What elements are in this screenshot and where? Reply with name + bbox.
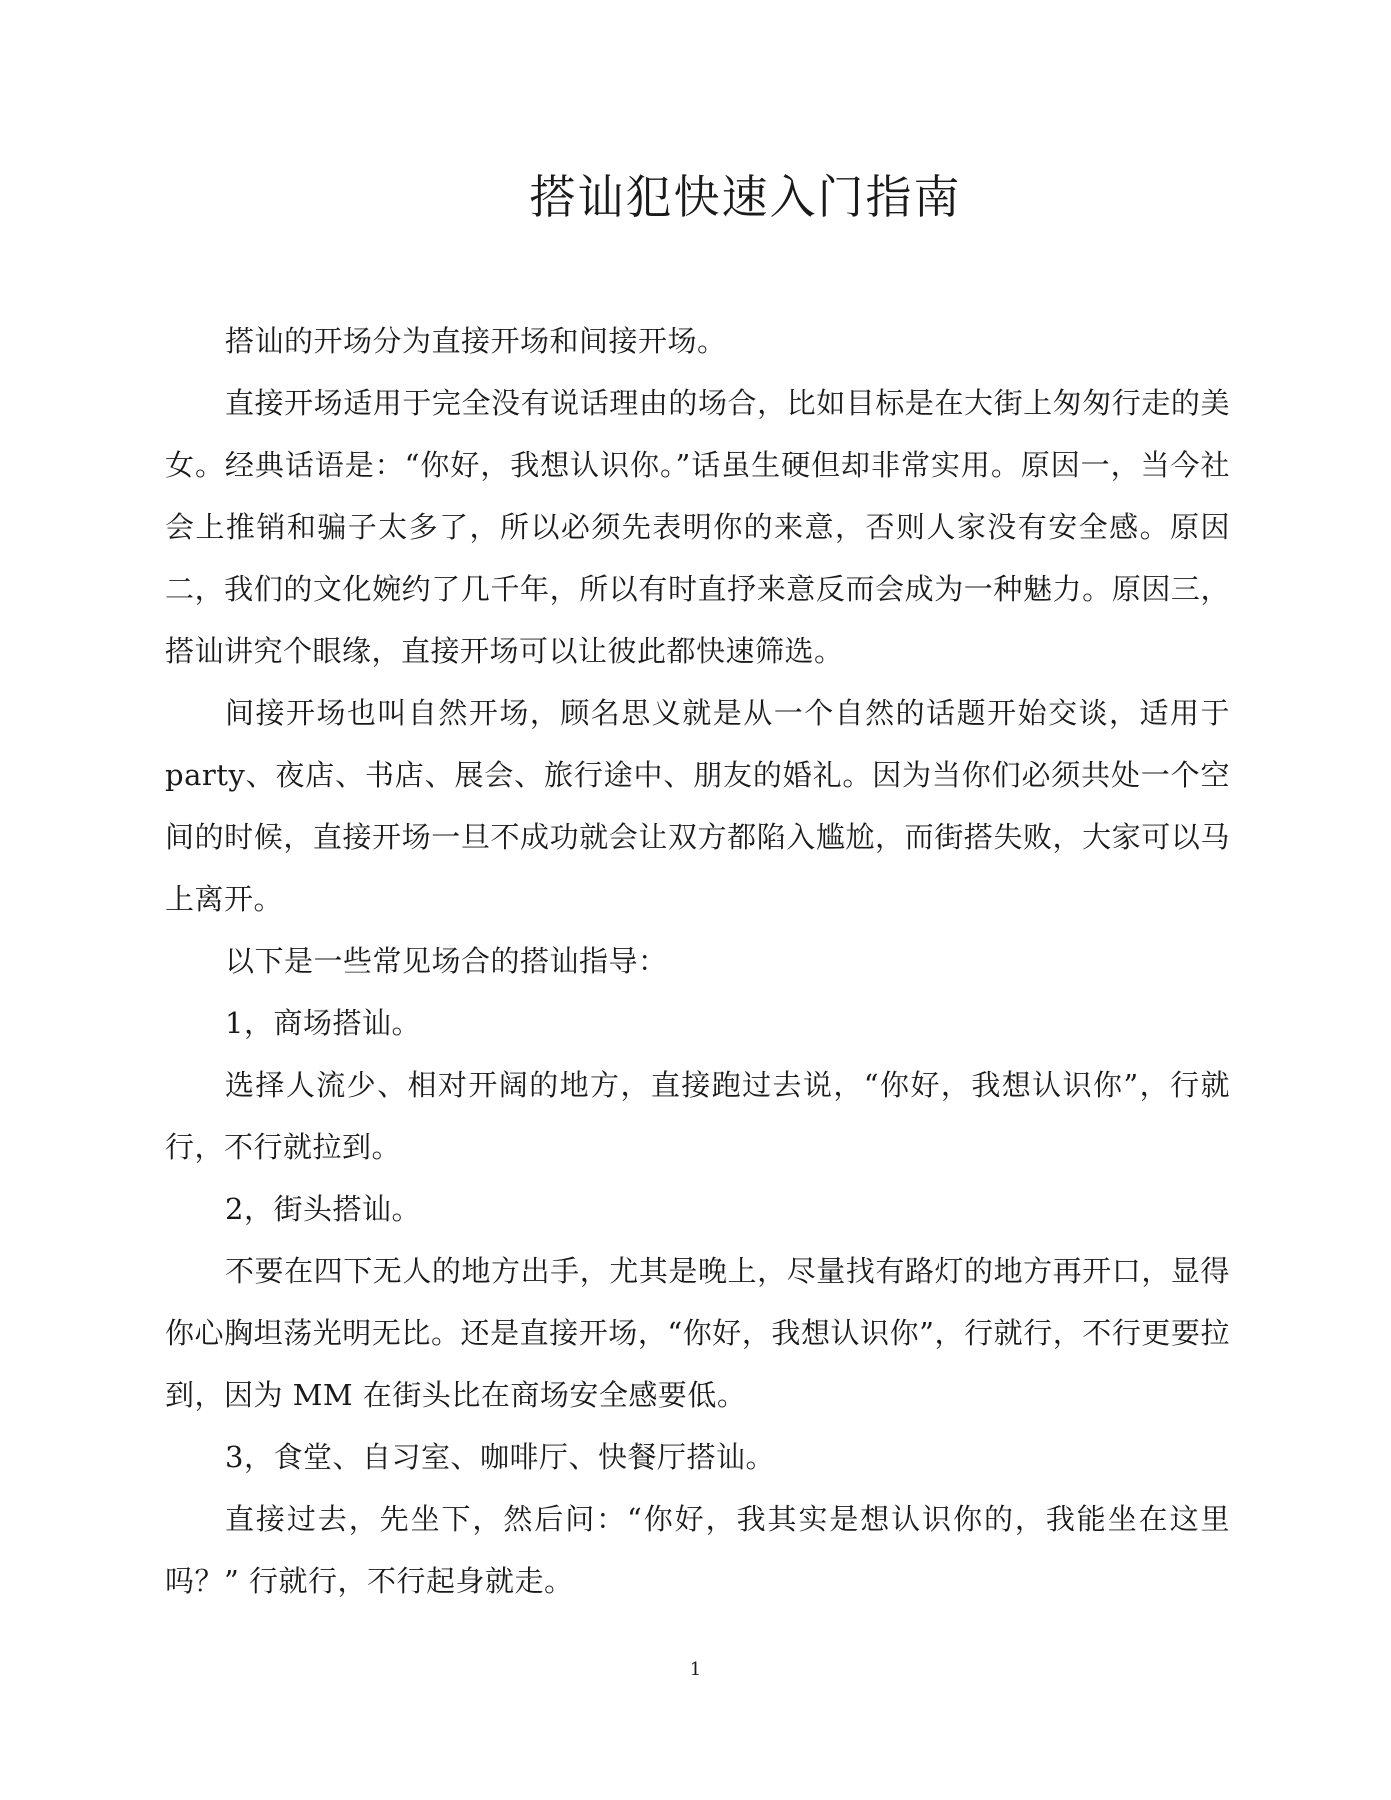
- heading-street: 2，街头搭讪。: [225, 1192, 421, 1226]
- paragraph-indirect-opening: 间接开场也叫自然开场，顾名思义就是从一个自然的话题开始交谈，适用于 party、夜店、书店、展会、旅行途中、朋友的婚礼。因为当你们必须共处一个空间的时候，直接开场一旦不成功就会让双方都陷入尴尬，而街搭失败，大家可以马上离开。: [165, 696, 1230, 916]
- heading-cafeteria: 3，食堂、自习室、咖啡厅、快餐厅搭讪。: [225, 1440, 775, 1474]
- paragraph-cafeteria: 直接过去，先坐下，然后问：“你好，我其实是想认识你的，我能坐在这里吗？” 行就行，不行起身就走。: [165, 1502, 1230, 1598]
- paragraph-direct-opening: 直接开场适用于完全没有说话理由的场合，比如目标是在大街上匆匆行走的美女。经典话语是：“你好，我想认识你。”话虽生硬但却非常实用。原因一，当今社会上推销和骗子太多了，所以必须先表明你的来意，否则人家没有安全感。原因二，我们的文化婉约了几千年，所以有时直抒来意反而会成为一种魅力。原因三，搭讪讲究个眼缘，直接开场可以让彼此都快速筛选。: [165, 386, 1230, 668]
- paragraph-intro: 搭讪的开场分为直接开场和间接开场。: [225, 324, 727, 358]
- paragraph-street: 不要在四下无人的地方出手，尤其是晚上，尽量找有路灯的地方再开口，显得你心胸坦荡光明无比。还是直接开场，“你好，我想认识你”，行就行，不行更要拉到，因为 MM 在街头比在商场安全感要低。: [165, 1254, 1230, 1412]
- paragraph-mall: 选择人流少、相对开阔的地方，直接跑过去说，“你好，我想认识你”，行就行，不行就拉到。: [165, 1068, 1230, 1164]
- page-number: 1: [689, 1659, 702, 1680]
- document-title: 搭讪犯快速入门指南: [529, 170, 962, 224]
- paragraph-guide-intro: 以下是一些常见场合的搭讪指导：: [225, 944, 668, 978]
- document-body: [165, 310, 1230, 1612]
- heading-mall: 1，商场搭讪。: [225, 1006, 421, 1040]
